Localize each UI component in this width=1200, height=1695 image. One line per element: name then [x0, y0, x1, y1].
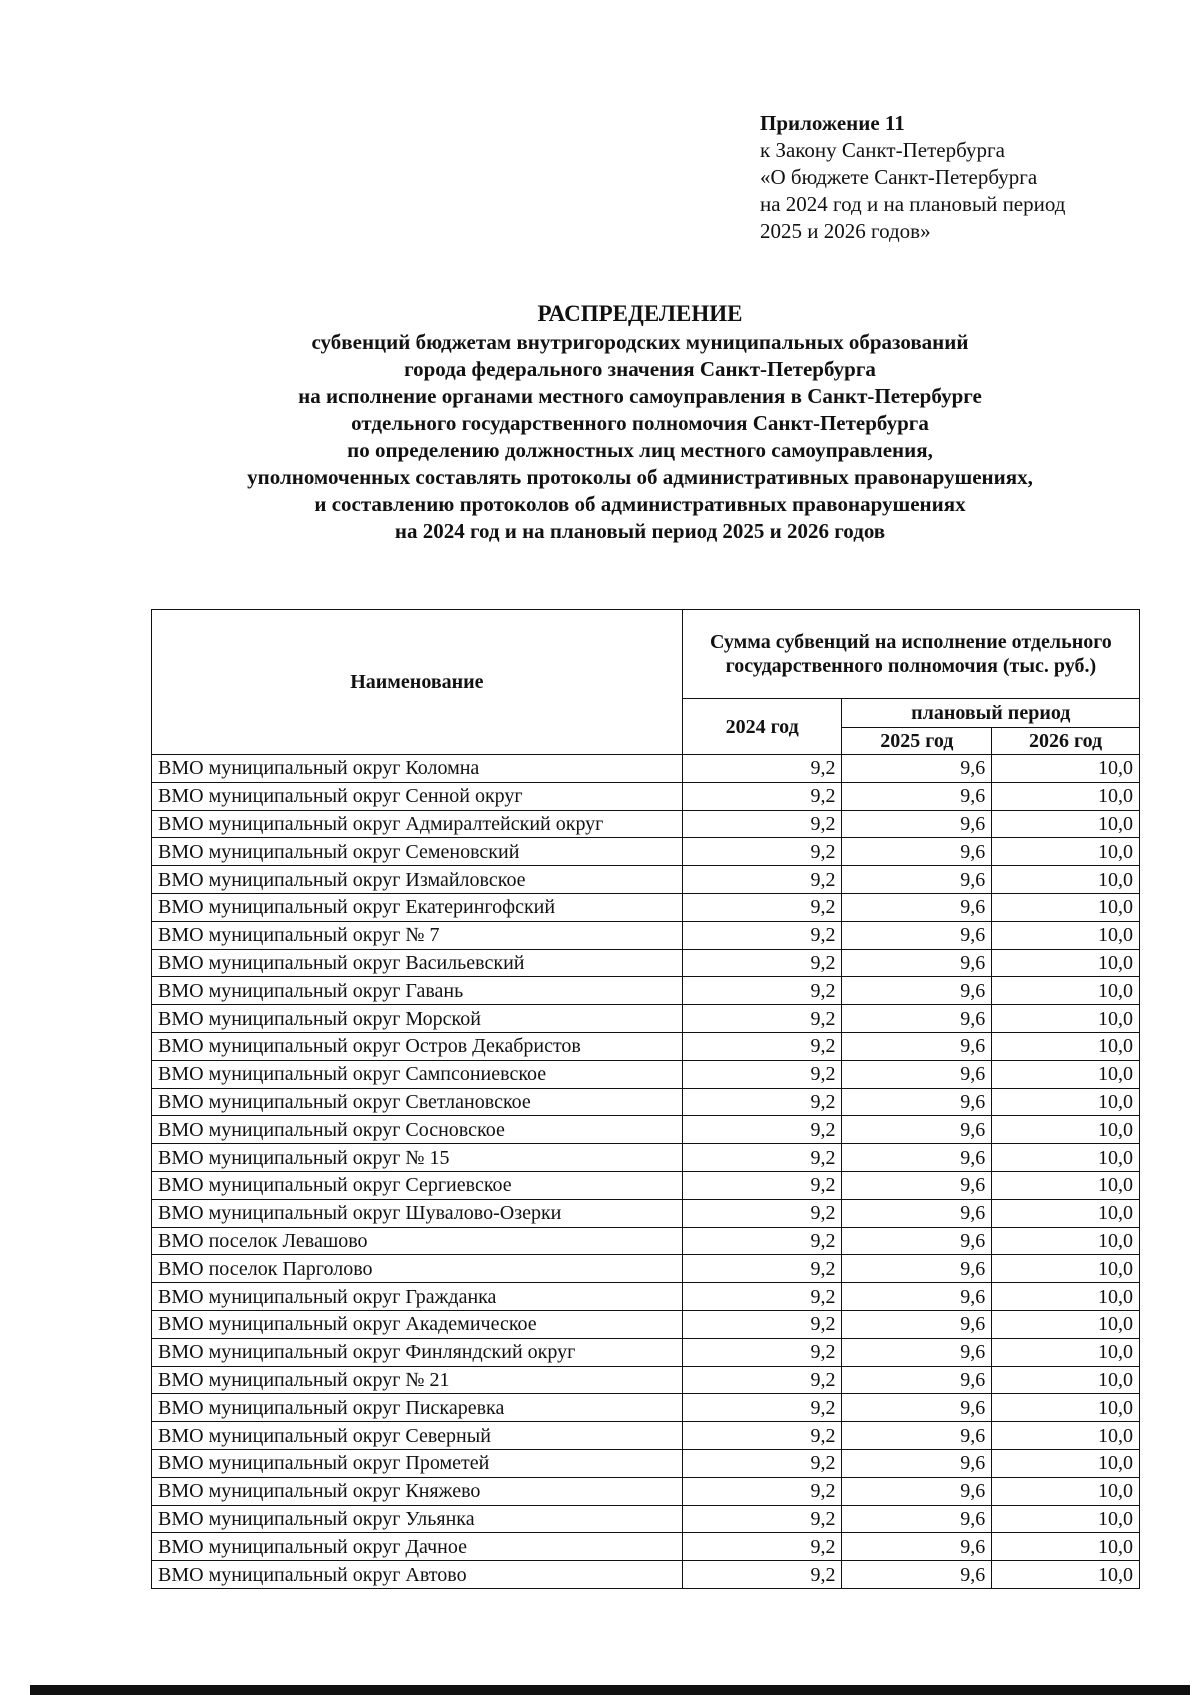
row-value-2025: 9,6 — [842, 1171, 992, 1199]
row-value-2024: 9,2 — [682, 1116, 842, 1144]
row-value-2025: 9,6 — [842, 1366, 992, 1394]
row-value-2026: 10,0 — [992, 1255, 1140, 1283]
row-name: ВМО муниципальный округ Академическое — [152, 1310, 683, 1338]
row-value-2025: 9,6 — [842, 866, 992, 894]
row-value-2026: 10,0 — [992, 1116, 1140, 1144]
heading-line: и составлению протоколов об административных правонарушениях — [314, 492, 966, 516]
table-row — [152, 1005, 1140, 1033]
table-row — [152, 1088, 1140, 1116]
table-row — [152, 1533, 1140, 1561]
table-header — [152, 610, 1140, 755]
header-2026: 2026 год — [992, 728, 1140, 755]
row-value-2026: 10,0 — [992, 810, 1140, 838]
row-name: ВМО муниципальный округ Ульянка — [152, 1505, 683, 1533]
row-value-2024: 9,2 — [682, 838, 842, 866]
row-value-2024: 9,2 — [682, 1227, 842, 1255]
table-row — [152, 1199, 1140, 1227]
row-value-2026: 10,0 — [992, 1283, 1140, 1311]
distribution-table — [151, 609, 1140, 1589]
row-value-2026: 10,0 — [992, 1338, 1140, 1366]
row-value-2024: 9,2 — [682, 1561, 842, 1589]
header-2025: 2025 год — [842, 728, 992, 755]
table-row — [152, 949, 1140, 977]
row-value-2025: 9,6 — [842, 755, 992, 783]
table-row — [152, 1283, 1140, 1311]
row-value-2024: 9,2 — [682, 893, 842, 921]
row-value-2026: 10,0 — [992, 782, 1140, 810]
row-value-2024: 9,2 — [682, 1088, 842, 1116]
row-value-2025: 9,6 — [842, 1310, 992, 1338]
row-name: ВМО муниципальный округ Светлановское — [152, 1088, 683, 1116]
row-value-2026: 10,0 — [992, 1533, 1140, 1561]
row-value-2026: 10,0 — [992, 1227, 1140, 1255]
table-row — [152, 921, 1140, 949]
table-row — [152, 893, 1140, 921]
row-value-2024: 9,2 — [682, 1449, 842, 1477]
row-name: ВМО муниципальный округ Адмиралтейский округ — [152, 810, 683, 838]
heading-line: на 2024 год и на плановый период 2025 и 2026 годов — [394, 519, 886, 543]
table-row — [152, 1116, 1140, 1144]
row-name: ВМО муниципальный округ Измайловское — [152, 866, 683, 894]
row-value-2025: 9,6 — [842, 893, 992, 921]
appendix-line: 2025 и 2026 годов» — [760, 219, 931, 243]
row-value-2026: 10,0 — [992, 755, 1140, 783]
header-name: Наименование — [152, 610, 683, 755]
row-name: ВМО муниципальный округ Северный — [152, 1422, 683, 1450]
row-value-2025: 9,6 — [842, 1561, 992, 1589]
row-value-2025: 9,6 — [842, 1394, 992, 1422]
row-name: ВМО муниципальный округ Княжево — [152, 1477, 683, 1505]
table-row — [152, 755, 1140, 783]
row-value-2025: 9,6 — [842, 1032, 992, 1060]
row-value-2026: 10,0 — [992, 949, 1140, 977]
row-value-2024: 9,2 — [682, 782, 842, 810]
row-value-2026: 10,0 — [992, 1005, 1140, 1033]
row-name: ВМО муниципальный округ Гавань — [152, 977, 683, 1005]
row-value-2024: 9,2 — [682, 1144, 842, 1172]
heading-title: РАСПРЕДЕЛЕНИЕ — [537, 301, 743, 326]
appendix-line: «О бюджете Санкт-Петербурга — [760, 165, 1038, 189]
row-value-2026: 10,0 — [992, 1199, 1140, 1227]
row-name: ВМО муниципальный округ Пискаревка — [152, 1394, 683, 1422]
row-name: ВМО муниципальный округ Дачное — [152, 1533, 683, 1561]
table-row — [152, 1561, 1140, 1589]
row-value-2024: 9,2 — [682, 1505, 842, 1533]
row-name: ВМО муниципальный округ Морской — [152, 1005, 683, 1033]
table-row — [152, 1171, 1140, 1199]
row-value-2025: 9,6 — [842, 810, 992, 838]
table-row — [152, 1422, 1140, 1450]
table-row — [152, 810, 1140, 838]
row-value-2024: 9,2 — [682, 1394, 842, 1422]
row-value-2025: 9,6 — [842, 1199, 992, 1227]
table-row — [152, 1310, 1140, 1338]
appendix-line: на 2024 год и на плановый период — [760, 192, 1066, 216]
row-value-2024: 9,2 — [682, 977, 842, 1005]
table-row — [152, 782, 1140, 810]
row-value-2025: 9,6 — [842, 1088, 992, 1116]
row-value-2024: 9,2 — [682, 1422, 842, 1450]
header-planned-period: плановый период — [842, 699, 1140, 728]
row-value-2025: 9,6 — [842, 1227, 992, 1255]
row-value-2025: 9,6 — [842, 1144, 992, 1172]
row-value-2024: 9,2 — [682, 1060, 842, 1088]
row-value-2024: 9,2 — [682, 810, 842, 838]
row-value-2025: 9,6 — [842, 1505, 992, 1533]
table-row — [152, 1032, 1140, 1060]
scan-edge — [30, 1685, 1190, 1695]
row-value-2026: 10,0 — [992, 1422, 1140, 1450]
row-value-2025: 9,6 — [842, 1422, 992, 1450]
row-value-2026: 10,0 — [992, 1366, 1140, 1394]
row-name: ВМО муниципальный округ Васильевский — [152, 949, 683, 977]
table-row — [152, 1144, 1140, 1172]
table-body — [152, 755, 1140, 1589]
row-name: ВМО муниципальный округ Шувалово-Озерки — [152, 1199, 683, 1227]
heading-line: города федерального значения Санкт-Петербурга — [404, 357, 876, 381]
row-value-2026: 10,0 — [992, 1032, 1140, 1060]
row-name: ВМО муниципальный округ Автово — [152, 1561, 683, 1589]
heading-line: по определению должностных лиц местного самоуправления, — [347, 438, 933, 462]
row-value-2024: 9,2 — [682, 866, 842, 894]
row-name: ВМО муниципальный округ Коломна — [152, 755, 683, 783]
table-row — [152, 1477, 1140, 1505]
appendix-block — [760, 110, 1065, 245]
row-value-2026: 10,0 — [992, 1449, 1140, 1477]
row-value-2024: 9,2 — [682, 1199, 842, 1227]
appendix-title: Приложение 11 — [760, 111, 905, 135]
heading-line: субвенций бюджетам внутригородских муниципальных образований — [311, 330, 969, 354]
row-value-2025: 9,6 — [842, 1060, 992, 1088]
row-value-2026: 10,0 — [992, 893, 1140, 921]
row-name: ВМО поселок Парголово — [152, 1255, 683, 1283]
row-name: ВМО поселок Левашово — [152, 1227, 683, 1255]
row-value-2024: 9,2 — [682, 1032, 842, 1060]
row-value-2025: 9,6 — [842, 1449, 992, 1477]
table-row — [152, 1227, 1140, 1255]
heading-line: на исполнение органами местного самоуправления в Санкт-Петербурге — [298, 384, 982, 408]
heading-line: уполномоченных составлять протоколы об административных правонарушениях, — [247, 465, 1033, 489]
header-2024: 2024 год — [682, 699, 842, 755]
row-value-2025: 9,6 — [842, 838, 992, 866]
row-value-2024: 9,2 — [682, 1255, 842, 1283]
row-name: ВМО муниципальный округ Прометей — [152, 1449, 683, 1477]
row-value-2026: 10,0 — [992, 1394, 1140, 1422]
row-name: ВМО муниципальный округ Остров Декабристов — [152, 1032, 683, 1060]
row-value-2025: 9,6 — [842, 977, 992, 1005]
table-row — [152, 1505, 1140, 1533]
row-name: ВМО муниципальный округ Сосновское — [152, 1116, 683, 1144]
row-value-2025: 9,6 — [842, 1533, 992, 1561]
row-value-2024: 9,2 — [682, 1283, 842, 1311]
row-name: ВМО муниципальный округ Гражданка — [152, 1283, 683, 1311]
row-value-2026: 10,0 — [992, 1505, 1140, 1533]
row-value-2025: 9,6 — [842, 921, 992, 949]
row-name: ВМО муниципальный округ № 21 — [152, 1366, 683, 1394]
document-heading — [100, 300, 1180, 545]
table-row — [152, 1060, 1140, 1088]
header-sum: Сумма субвенций на исполнение отдельного государственного полномочия (тыс. руб.) — [682, 610, 1139, 699]
row-value-2025: 9,6 — [842, 1283, 992, 1311]
heading-line: отдельного государственного полномочия Санкт-Петербурга — [351, 411, 929, 435]
row-value-2024: 9,2 — [682, 1171, 842, 1199]
row-value-2025: 9,6 — [842, 1116, 992, 1144]
table-row — [152, 1449, 1140, 1477]
row-name: ВМО муниципальный округ Сенной округ — [152, 782, 683, 810]
row-name: ВМО муниципальный округ Екатерингофский — [152, 893, 683, 921]
row-value-2026: 10,0 — [992, 838, 1140, 866]
row-value-2025: 9,6 — [842, 1338, 992, 1366]
row-value-2026: 10,0 — [992, 1144, 1140, 1172]
row-value-2026: 10,0 — [992, 1171, 1140, 1199]
row-value-2026: 10,0 — [992, 1088, 1140, 1116]
row-name: ВМО муниципальный округ Семеновский — [152, 838, 683, 866]
table-row — [152, 1394, 1140, 1422]
row-name: ВМО муниципальный округ Сергиевское — [152, 1171, 683, 1199]
row-value-2025: 9,6 — [842, 949, 992, 977]
row-value-2024: 9,2 — [682, 949, 842, 977]
table-row — [152, 866, 1140, 894]
appendix-line: к Закону Санкт-Петербурга — [760, 138, 1005, 162]
row-value-2026: 10,0 — [992, 1477, 1140, 1505]
row-value-2024: 9,2 — [682, 1338, 842, 1366]
row-value-2026: 10,0 — [992, 866, 1140, 894]
row-value-2025: 9,6 — [842, 1477, 992, 1505]
row-value-2024: 9,2 — [682, 1533, 842, 1561]
table-row — [152, 1255, 1140, 1283]
row-value-2026: 10,0 — [992, 1561, 1140, 1589]
table-row — [152, 1338, 1140, 1366]
row-value-2025: 9,6 — [842, 1005, 992, 1033]
row-value-2024: 9,2 — [682, 1310, 842, 1338]
row-value-2026: 10,0 — [992, 977, 1140, 1005]
table-row — [152, 977, 1140, 1005]
table-row — [152, 1366, 1140, 1394]
row-value-2024: 9,2 — [682, 921, 842, 949]
row-value-2024: 9,2 — [682, 755, 842, 783]
row-value-2025: 9,6 — [842, 782, 992, 810]
row-value-2025: 9,6 — [842, 1255, 992, 1283]
row-value-2024: 9,2 — [682, 1366, 842, 1394]
row-name: ВМО муниципальный округ № 7 — [152, 921, 683, 949]
row-value-2024: 9,2 — [682, 1477, 842, 1505]
row-value-2026: 10,0 — [992, 921, 1140, 949]
table-row — [152, 838, 1140, 866]
row-value-2026: 10,0 — [992, 1310, 1140, 1338]
row-value-2024: 9,2 — [682, 1005, 842, 1033]
row-name: ВМО муниципальный округ Сампсониевское — [152, 1060, 683, 1088]
row-value-2026: 10,0 — [992, 1060, 1140, 1088]
row-name: ВМО муниципальный округ Финляндский округ — [152, 1338, 683, 1366]
row-name: ВМО муниципальный округ № 15 — [152, 1144, 683, 1172]
